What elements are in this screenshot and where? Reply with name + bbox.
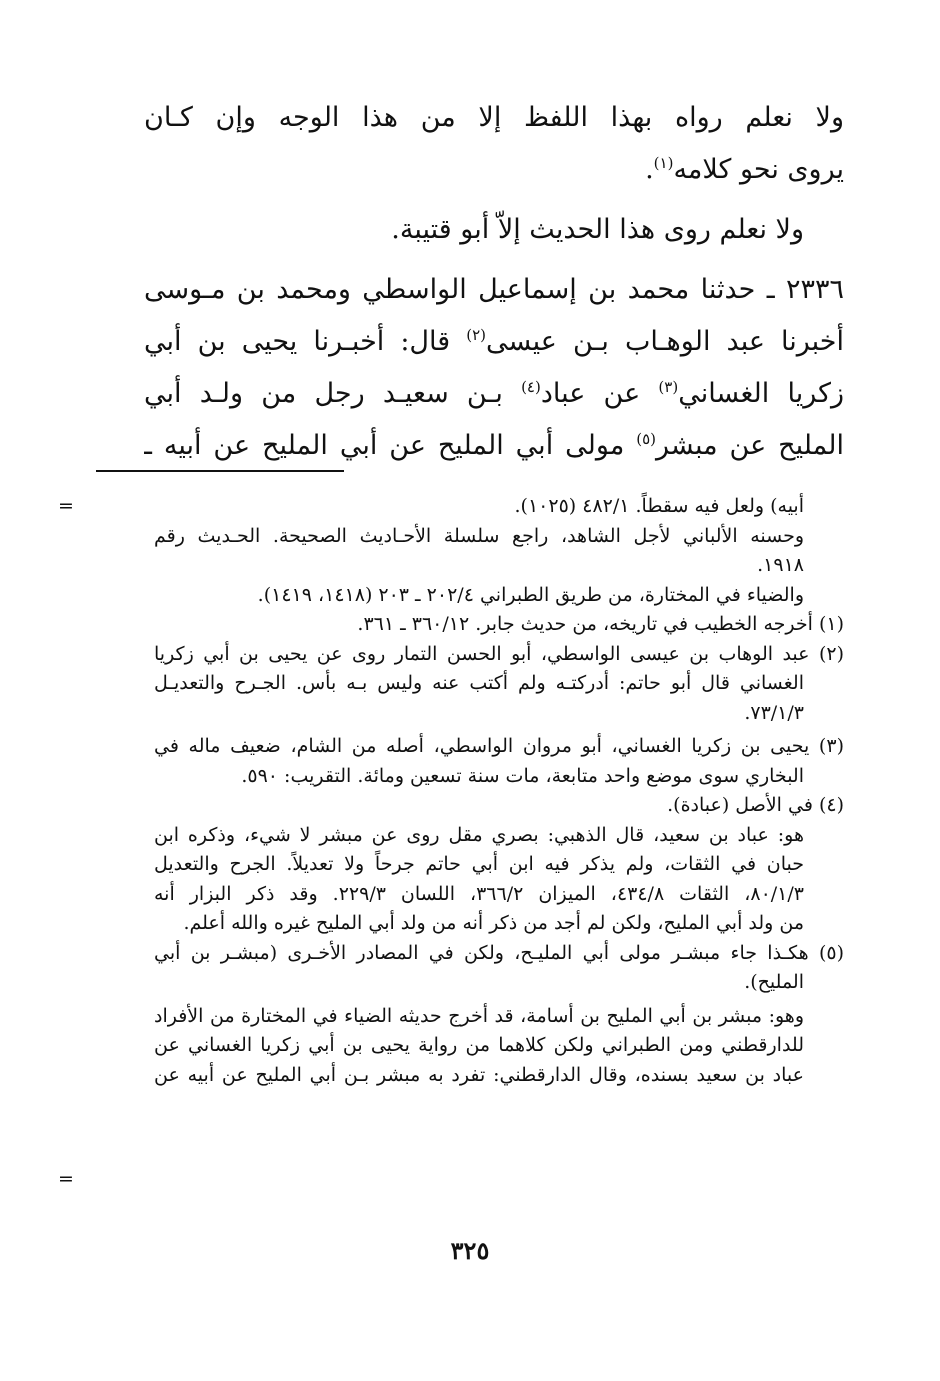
footnote-line: الغساني قال أبو حاتم: أدركتـه ولم أكتب عنه وليس بـه بأس. الجـرح والتعديـل (154, 672, 804, 694)
footnote-line: وهو: مبشر بن أبي المليح بن أسامة، قد أخرج حديثه الضياء في المختارة من الأفراد (154, 1004, 804, 1027)
continuation-mark-bottom: = (58, 1168, 74, 1190)
hadith-line-4-part-a: المليح عن مبشر (656, 430, 844, 461)
footnote-5: (٥) هكـذا جاء مبشـر مولى أبي المليـح، ولكن في المصادر الأخـرى (مبشـر بن أبي (154, 941, 844, 964)
hadith-2336-line-3 (144, 368, 844, 420)
main-line-1: ولا نعلم رواه بهذا اللفظ إلا من هذا الوجه وإن كـان (144, 102, 844, 133)
hadith-line-2-part-a: أخبرنا عبد الوهـاب بـن عيسى (486, 326, 844, 357)
footnote-ref-1: (١) (653, 154, 674, 172)
main-line-2 (144, 144, 844, 196)
hadith-line-3-part-b: عن عباد (540, 378, 659, 409)
footnote-line: حبان في الثقات، ولم يذكر فيه ابن أبي حاتم جرحاً ولا تعديلاً. الجرح والتعديل (154, 853, 804, 875)
footnote-ref-3: (٣) (658, 378, 679, 396)
hadith-line-4-part-b: مولى أبي المليح عن أبي المليح عن أبيه ـ (144, 430, 637, 461)
footnote-line: البخاري سوى موضع واحد متابعة، مات سنة تسعين ومائة. التقريب: ٥٩٠. (241, 764, 804, 787)
footnote-3: (٣) يحيى بن زكريا الغساني، أبو مروان الواسطي، أصله من الشام، ضعيف ماله في (154, 735, 844, 757)
footnote-ref-5: (٥) (636, 430, 656, 448)
hadith-2336-line-1: ٢٣٣٦ ـ حدثنا محمد بن إسماعيل الواسطي ومحمد بن مـوسى (144, 274, 844, 305)
footnote-4: (٤) في الأصل (عبادة). (667, 794, 844, 816)
main-line-2-text: يروى نحو كلامه (673, 154, 844, 185)
footnote-line: والضياء في المختارة، من طريق الطبراني ٢٠٢/٤ ـ ٢٠٣ (١٤١٨، ١٤١٩). (257, 583, 804, 606)
footnote-line: ٨٠/١/٣، الثقات ٤٣٤/٨، الميزان ٣٦٦/٢، اللسان ٢٢٩/٣. وقد ذكر البزار أنه (154, 882, 804, 905)
main-line-2-period: . (645, 154, 654, 185)
main-text (144, 92, 844, 472)
footnote-line: من ولد أبي المليح، ولكن لم أجد من ذكر أنه من ولد أبي المليح غيره والله أعلم. (183, 912, 804, 934)
continuation-mark-top: = (58, 495, 74, 517)
footnote-2: (٢) عبد الوهاب بن عيسى الواسطي، أبو الحسن التمار روى عن يحيى بن أبي زكريا (154, 642, 844, 665)
footnotes (154, 492, 844, 1090)
hadith-2336-line-4 (144, 420, 844, 472)
footnote-1: (١) أخرجه الخطيب في تاريخه، من حديث جابر. ٣٦٠/١٢ ـ ٣٦١. (357, 613, 844, 635)
hadith-2336-line-2 (144, 316, 844, 368)
page-number: ٣٢٥ (450, 1236, 490, 1265)
hadith-line-3-part-c: بـن سعيـد رجل من ولـد أبي (144, 378, 522, 409)
footnote-line: ٧٣/١/٣. (744, 701, 804, 724)
footnote-line: وحسنه الألباني لأجل الشاهد، راجع سلسلة الأحـاديث الصحيحة. الحـديث رقم (154, 524, 804, 547)
footnote-ref-2: (٢) (466, 326, 487, 344)
footnote-line: هو: عباد بن سعيد، قال الذهبي: بصري مقل روى عن مبشر لا شيء، وذكره ابن (154, 823, 804, 846)
hadith-line-3-part-a: زكريا الغساني (678, 378, 844, 409)
footnote-line: أبيه) ولعل فيه سقطاً. ٤٨٢/١ (١٠٢٥). (514, 495, 804, 517)
footnote-ref-4: (٤) (521, 378, 541, 396)
footnote-line: للدارقطني ومن الطبراني ولكن كلاهما من رواية يحيى بن أبي زكريا الغساني عن (154, 1034, 804, 1056)
footnote-line: ١٩١٨. (757, 554, 804, 576)
footnote-line: المليح). (744, 971, 804, 993)
hadith-line-2-part-b: قال: أخبـرنا يحيى بن أبي (144, 326, 467, 357)
footnote-line: عباد بن سعيد بسنده، وقال الدارقطني: تفرد به مبشر بـن أبي المليح عن أبيه عن (154, 1063, 804, 1086)
footnote-separator (96, 470, 344, 472)
main-line-3: ولا نعلم روى هذا الحديث إلاّ أبو قتيبة. (391, 214, 804, 245)
